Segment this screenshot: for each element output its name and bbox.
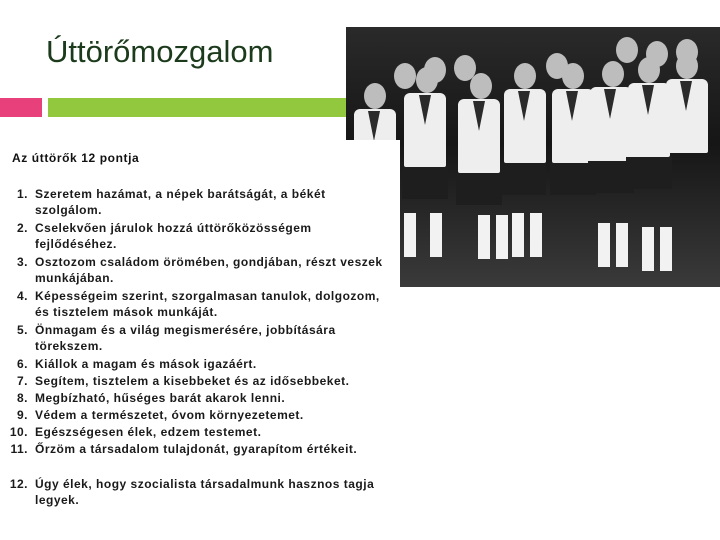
pioneers-group-photo — [346, 27, 720, 287]
accent-bar-green — [48, 98, 348, 117]
document-heading: Az úttörők 12 pontja — [12, 151, 140, 165]
twelve-points-document: Az úttörők 12 pontja 1. Szeretem hazámat, a népek barátságát, a békét szolgálom. 2. Cselekvően járulok hozzá úttörőközösségem fejlődéséhez. 3. Osztozom családom örömében, gondjában, részt veszek munkájában. 4. Képességeim szerint, szorgalmasan tanulok, dolgozom, és tisztelem mások munkáját. 5. Önmagam és a világ megismerésére, jobbítására törekszem. 6. Kiállok a magam és mások igazáért. 7. Segítem, tisztelem a kisebbeket és az idősebbeket. 8. Megbízható, hűséges barát akarok lenni. 9. Védem a természetet, óvom környezetemet. 10. Egészségesen élek, edzem testemet. 11. Őrzöm a társadalom tulajdonát, gyarapítom értékeit. 12. Úgy élek, hogy szocialista társadalmunk hasznos tagja legyek. — [0, 140, 400, 515]
slide-title: Úttörőmozgalom — [46, 34, 274, 69]
accent-bar-pink — [0, 98, 42, 117]
